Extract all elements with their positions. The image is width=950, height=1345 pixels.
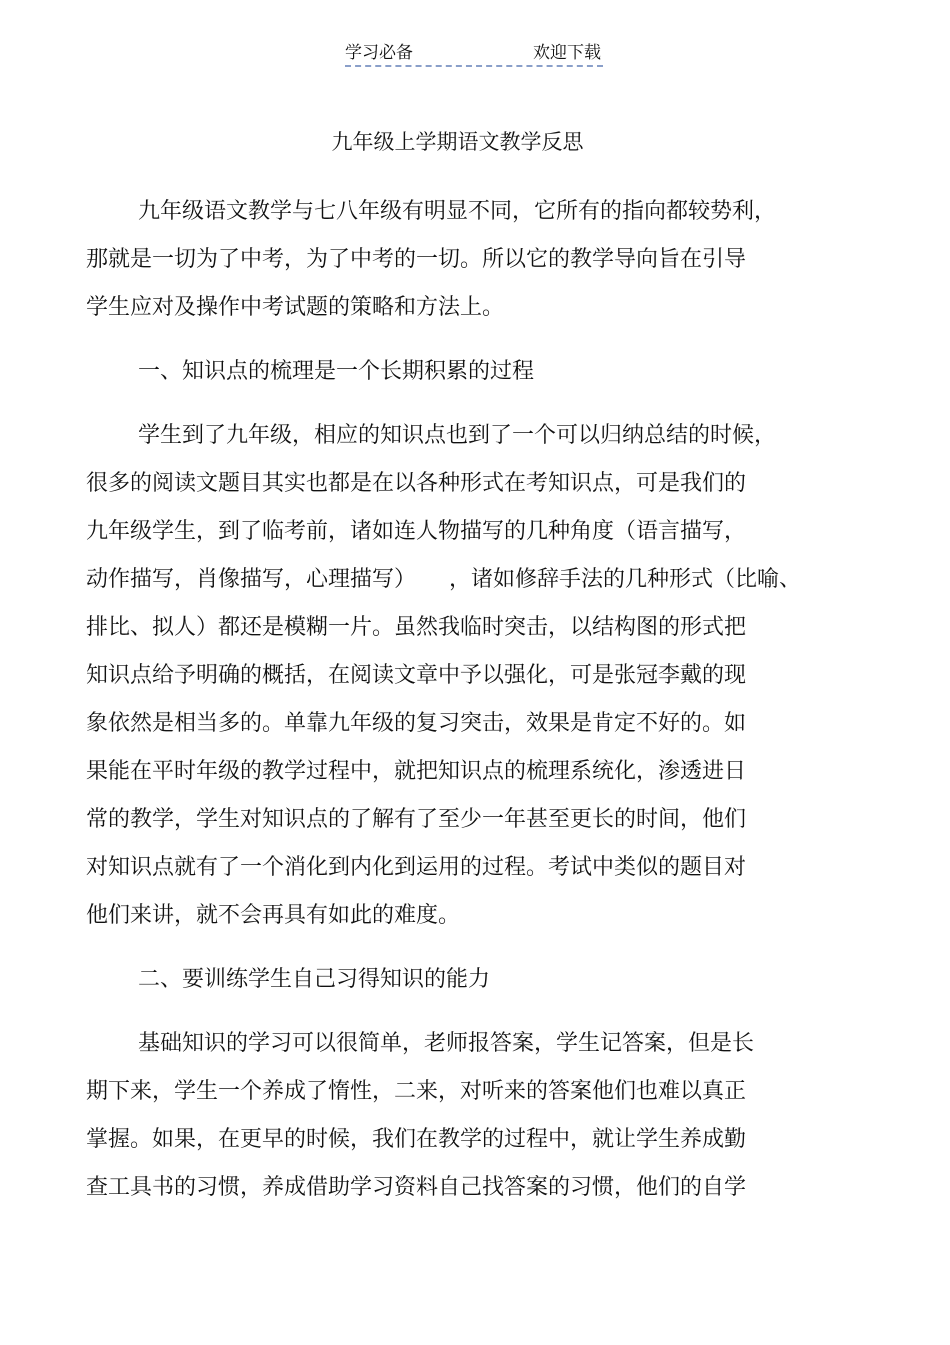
paragraph-line: 掌握。如果，在更早的时候，我们在教学的过程中，就让学生养成勤 [86,1127,747,1152]
paragraph-line: 九年级学生，到了临考前，诸如连人物描写的几种角度（语言描写， [86,519,747,544]
section-heading: 二、要训练学生自己习得知识的能力 [138,967,491,992]
paragraph-line: 那就是一切为了中考，为了中考的一切。所以它的教学导向旨在引导 [86,247,747,272]
paragraph-line: 学生应对及操作中考试题的策略和方法上。 [86,295,505,320]
paragraph-line: 排比、拟人）都还是模糊一片。虽然我临时突击，以结构图的形式把 [86,615,747,640]
paragraph-line: 知识点给予明确的概括，在阅读文章中予以强化，可是张冠李戴的现 [86,663,747,688]
header-right-text: 欢迎下载 [533,43,601,63]
paragraph-line: 象依然是相当多的。单靠九年级的复习突击，效果是肯定不好的。如 [86,711,747,736]
paragraph-line: 基础知识的学习可以很简单，老师报答案，学生记答案，但是长 [138,1031,755,1056]
paragraph-line: 动作描写，肖像描写，心理描写） ，诸如修辞手法的几种形式（比喻、 [86,567,802,592]
paragraph-line: 对知识点就有了一个消化到内化到运用的过程。考试中类似的题目对 [86,855,747,880]
document-title: 九年级上学期语文教学反思 [331,130,584,154]
paragraph-line: 果能在平时年级的教学过程中，就把知识点的梳理系统化，渗透进日 [86,759,747,784]
paragraph-line: 九年级语文教学与七八年级有明显不同，它所有的指向都较势利， [138,199,777,224]
paragraph-line: 学生到了九年级，相应的知识点也到了一个可以归纳总结的时候， [138,423,777,448]
paragraph-line: 常的教学，学生对知识点的了解有了至少一年甚至更长的时间，他们 [86,807,747,832]
paragraph-line: 他们来讲，就不会再具有如此的难度。 [86,903,461,928]
header-left-text: 学习必备 [345,43,413,63]
paragraph-line: 期下来，学生一个养成了惰性，二来，对听来的答案他们也难以真正 [86,1079,747,1104]
page-header [345,41,603,67]
paragraph-line: 很多的阅读文题目其实也都是在以各种形式在考知识点，可是我们的 [86,471,747,496]
paragraph-line: 查工具书的习惯，养成借助学习资料自己找答案的习惯，他们的自学 [86,1175,747,1200]
section-heading: 一、知识点的梳理是一个长期积累的过程 [138,359,535,384]
